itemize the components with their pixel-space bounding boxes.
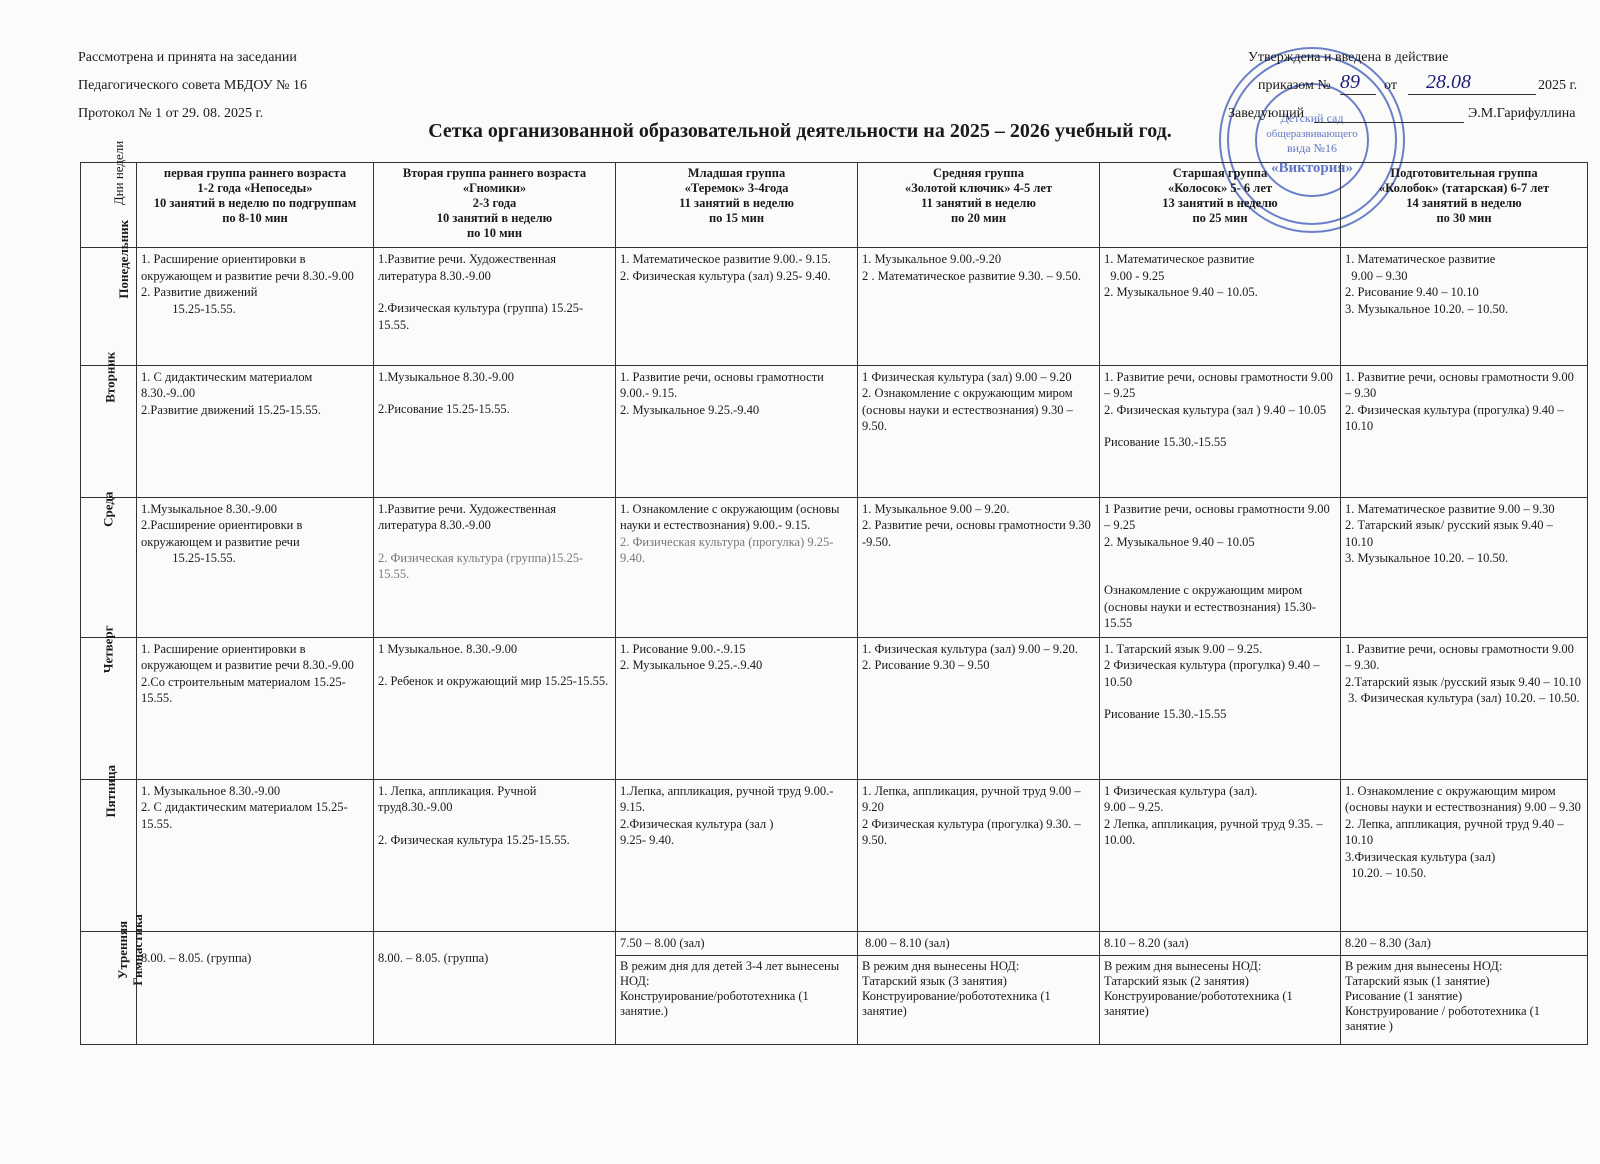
order-from-label: от <box>1384 78 1397 93</box>
activity-line: 1. Ознакомление с окружающим миром (основы науки и естествознания) 9.00 – 9.30 <box>1345 783 1581 815</box>
gymnastics-time-cell <box>374 931 616 1044</box>
schedule-cell <box>374 248 616 366</box>
activity-line: 1. Физическая культура (зал) 9.00 – 9.20. <box>862 641 1078 656</box>
activity-line: 1. Ознакомление с окружающим (основы науки и естествознания) 9.00.- 9.15. <box>620 501 840 533</box>
note-line: В режим дня вынесены НОД: <box>862 958 1020 973</box>
activity-line: 9.00 – 9.30 <box>1345 268 1408 283</box>
approval-line-1: Рассмотрена и принята на заседании <box>78 50 297 65</box>
group-header-line: первая группа раннего возраста <box>163 166 347 180</box>
gymnastics-note-cell <box>1341 955 1588 1044</box>
activity-line <box>378 284 611 300</box>
activity-line: 2. С дидактическим материалом 15.25-15.55. <box>141 800 348 831</box>
schedule-cell <box>1341 497 1588 637</box>
schedule-cell <box>1100 365 1341 497</box>
schedule-cell <box>137 779 374 931</box>
activity-line: 1.Лепка, аппликация, ручной труд 9.00.- 9.15. <box>620 783 834 815</box>
schedule-cell <box>1341 365 1588 497</box>
activity-line: 2. Музыкальное 9.40 – 10.05. <box>1104 285 1258 299</box>
group-header-line: «Теремок» 3-4года <box>684 181 789 195</box>
activity-line: 2. Музыкальное 9.40 – 10.05 <box>1104 534 1255 549</box>
activity-line: 2 Физическая культура (прогулка) 9.30. – 9.50. <box>862 816 1081 848</box>
schedule-cell <box>1341 248 1588 366</box>
activity-line: 2. Рисование 9.40 – 10.10 <box>1345 285 1479 299</box>
activity-line: 3.Физическая культура (зал) <box>1345 849 1496 864</box>
group-header-line: Подготовительная группа <box>1390 166 1538 180</box>
activity-line: 1. Математическое развитие <box>1104 252 1255 266</box>
group-header-5 <box>1100 163 1341 248</box>
gymnastics-time-cell <box>858 931 1100 955</box>
gymnastics-row <box>81 931 1588 955</box>
day-name-cell <box>81 351 137 497</box>
note-line: В режим дня вынесены НОД: <box>1104 958 1262 973</box>
day-row <box>81 248 1588 366</box>
gymnastics-label-cell <box>81 914 145 1044</box>
note-line: В режим дня для детей 3-4 лет вынесены НОД: <box>620 958 840 988</box>
activity-line: 2.Рисование 15.25-15.55. <box>378 402 510 417</box>
schedule-cell <box>374 497 616 637</box>
day-row <box>81 779 1588 931</box>
day-name-cell <box>81 491 137 637</box>
activity-line: 1. Лепка, аппликация. Ручной труд8.30.-9.00 <box>378 783 537 815</box>
day-row <box>81 637 1588 779</box>
group-header-line: 10 занятий в неделю <box>436 211 553 225</box>
activity-line: 2 . Математическое развитие 9.30. – 9.50. <box>862 268 1082 283</box>
group-header-1 <box>137 163 374 248</box>
schedule-cell <box>1100 637 1341 779</box>
gymnastics-note-cell <box>858 955 1100 1044</box>
approval-line-2: Педагогического совета МБДОУ № 16 <box>78 78 307 93</box>
activity-line: 2.Физическая культура (зал ) <box>620 816 774 831</box>
activity-line: 1 Музыкальное. 8.30.-9.00 <box>378 641 518 656</box>
note-line: Конструирование/робототехника (1 занятие) <box>1104 988 1293 1018</box>
gymnastics-time-cell <box>616 931 858 955</box>
group-header-line: Вторая группа раннего возраста «Гномики» <box>402 166 587 195</box>
activity-line: 3. Физическая культура (зал) 10.20. – 10.50. <box>1345 691 1580 706</box>
approval-line-3: Протокол № 1 от 29. 08. 2025 г. <box>78 106 264 121</box>
group-header-line: Старшая группа <box>1172 166 1268 180</box>
svg-text:общеразвивающего: общеразвивающего <box>1266 128 1358 140</box>
activity-line: 1. Музыкальное 9.00.-9.20 <box>862 252 1002 266</box>
group-header-2 <box>374 163 616 248</box>
schedule-cell <box>858 779 1100 931</box>
gymnastics-time: 8.20 – 8.30 (Зал) <box>1345 935 1431 950</box>
activity-line: 10.20. – 10.50. <box>1345 866 1427 881</box>
gymnastics-time: 8.00 – 8.10 (зал) <box>862 935 950 950</box>
order-year: 2025 г. <box>1538 78 1578 93</box>
group-header-line: Средняя группа <box>933 166 1024 180</box>
activity-line <box>1104 690 1336 706</box>
schedule-cell <box>616 779 858 931</box>
activity-line: 2. Развитие движений <box>141 285 258 299</box>
table-header-row <box>81 163 1588 248</box>
activity-line: 1. Математическое развитие 9.00.- 9.15. <box>620 252 831 266</box>
activity-line: 2. Физическая культура (зал ) 9.40 – 10.05 <box>1104 402 1327 417</box>
activity-line: 2.Татарский язык /русский язык 9.40 – 10.10 <box>1345 674 1582 689</box>
activity-line: 2.Развитие движений 15.25-15.55. <box>141 402 321 417</box>
group-header-line: по 8-10 мин <box>222 211 288 225</box>
activity-line: 1.Музыкальное 8.30.-9.00 <box>378 369 515 384</box>
activity-line: 2. Музыкальное 9.25.-9.40 <box>620 402 760 417</box>
day-name: Понедельник <box>116 219 132 299</box>
activity-line <box>1104 566 1336 582</box>
group-header-line: «Золотой ключик» 4-5 лет <box>904 181 1053 195</box>
activity-line: 9.25- 9.40. <box>620 833 675 848</box>
gymnastics-time-cell <box>137 931 374 1044</box>
group-header-line: 1-2 года «Непоседы» <box>197 181 313 195</box>
activity-line: 1. Расширение ориентировки в окружающем и развитие речи 8.30.-9.00 <box>141 641 354 673</box>
approved-text: Утверждена и введена в действие <box>1248 50 1449 65</box>
gymnastics-time: 8.00. – 8.05. (группа) <box>141 950 252 965</box>
activity-line: 3. Музыкальное 10.20. – 10.50. <box>1345 551 1509 566</box>
group-header-line: «Колосок» 5- 6 лет <box>1167 181 1273 195</box>
activity-line <box>1104 550 1336 566</box>
schedule-cell <box>616 248 858 366</box>
schedule-cell <box>137 365 374 497</box>
activity-line <box>378 816 611 832</box>
schedule-cell <box>1341 637 1588 779</box>
activity-line: 9.00 - 9.25 <box>1104 268 1165 283</box>
activity-line: 2. Физическая культура (группа)15.25-15.55. <box>378 550 584 582</box>
gymnastics-time: 8.10 – 8.20 (зал) <box>1104 935 1189 950</box>
activity-line: 2 Лепка, аппликация, ручной труд 9.35. – 10.00. <box>1104 816 1323 848</box>
activity-line: 2. Ребенок и окружающий мир 15.25-15.55. <box>378 674 609 689</box>
activity-line: 15.25-15.55. <box>141 301 236 316</box>
group-header-line: Младшая группа <box>687 166 786 180</box>
schedule-cell <box>858 365 1100 497</box>
day-name: Среда <box>100 491 116 527</box>
activity-line: Рисование 15.30.-15.55 <box>1104 435 1227 450</box>
activity-line: 15.25-15.55. <box>141 551 236 566</box>
head-name: Э.М.Гарифуллина <box>1468 106 1576 121</box>
schedule-cell <box>616 637 858 779</box>
gymnastics-time: 7.50 – 8.00 (зал) <box>620 935 705 950</box>
approved-block <box>1228 44 1593 128</box>
group-header-line: по 15 мин <box>708 211 765 225</box>
group-header-line: по 20 мин <box>950 211 1007 225</box>
corner-label: Дни недели <box>111 140 126 206</box>
activity-line: 1 Физическая культура (зал). <box>1104 783 1258 798</box>
activity-line: 1.Развитие речи. Художественная литература 8.30.-9.00 <box>378 252 557 283</box>
activity-line: 1 Развитие речи, основы грамотности 9.00 – 9.25 <box>1104 501 1330 533</box>
activity-line: 3. Музыкальное 10.20. – 10.50. <box>1345 301 1509 316</box>
day-row <box>81 497 1588 637</box>
activity-line: 1. Развитие речи, основы грамотности 9.00 – 9.30 <box>1345 369 1574 401</box>
group-header-line: 2-3 года <box>472 196 517 210</box>
day-name: Пятница <box>103 764 119 818</box>
activity-line: 1. Лепка, аппликация, ручной труд 9.00 – 9.20 <box>862 783 1081 815</box>
gymnastics-note-cell <box>616 955 858 1044</box>
schedule-cell <box>137 248 374 366</box>
activity-line: 9.00 – 9.25. <box>1104 800 1164 815</box>
schedule-cell <box>374 365 616 497</box>
approved-line-2 <box>1248 72 1593 100</box>
gymnastics-note-cell <box>1100 955 1341 1044</box>
group-header-line: «Колобок» (татарская) 6-7 лет <box>1378 181 1550 195</box>
note-line: Татарский язык (2 занятия) <box>1104 973 1249 988</box>
activity-line: 2. Татарский язык/ русский язык 9.40 – 10.10 <box>1345 518 1553 549</box>
activity-line: 1. С дидактическим материалом 8.30.-9..00 <box>141 369 313 401</box>
page-title: Сетка организованной образовательной деятельности на 2025 – 2026 учебный год. <box>428 120 1172 142</box>
activity-line: 1. Татарский язык 9.00 – 9.25. <box>1104 641 1263 656</box>
group-header-line: 11 занятий в неделю <box>921 196 1036 210</box>
gymnastics-label: Утренняя Гимнастика <box>115 914 145 986</box>
activity-line: 1. Рисование 9.00.-.9.15 <box>620 641 746 656</box>
group-header-line: 13 занятий в неделю <box>1162 196 1278 210</box>
schedule-cell <box>1341 779 1588 931</box>
activity-line: 1. Развитие речи, основы грамотности 9.00.- 9.15. <box>620 369 824 401</box>
order-label: приказом № <box>1258 78 1331 93</box>
group-header-line: по 30 мин <box>1436 211 1492 225</box>
activity-line: 2. Физическая культура (зал) 9.25- 9.40. <box>620 268 831 283</box>
activity-line: Ознакомление с окружающим миром (основы науки и естествознания) 15.30-15.55 <box>1104 583 1316 631</box>
note-line: В режим дня вынесены НОД: <box>1345 958 1503 973</box>
activity-line: 1. Музыкальное 9.00 – 9.20. <box>862 501 1010 516</box>
note-line: Рисование (1 занятие) <box>1345 988 1463 1003</box>
activity-line: 1 Физическая культура (зал) 9.00 – 9.20 <box>862 369 1072 384</box>
gymnastics-time-cell <box>1341 931 1588 955</box>
group-header-line: 11 занятий в неделю <box>679 196 794 210</box>
activity-line: 2. Музыкальное 9.25.-.9.40 <box>620 658 763 673</box>
note-line: Конструирование/робототехника (1 занятие) <box>862 988 1051 1018</box>
day-name-cell <box>81 219 137 366</box>
schedule-cell <box>137 637 374 779</box>
svg-text:Детский сад: Детский сад <box>1280 111 1344 125</box>
activity-line: 2. Физическая культура (прогулка) 9.25- 9.40. <box>620 534 834 566</box>
day-row <box>81 365 1588 497</box>
head-role: Заведующий <box>1228 106 1305 121</box>
note-line: Конструирование / робототехника (1 занятие ) <box>1345 1003 1541 1033</box>
group-header-line: по 25 мин <box>1192 211 1248 225</box>
schedule-cell <box>616 497 858 637</box>
activity-line <box>378 534 611 550</box>
activity-line: 2. Физическая культура 15.25-15.55. <box>378 832 570 847</box>
note-line: Татарский язык (1 занятие) <box>1345 973 1490 988</box>
activity-line: 2.Со строительным материалом 15.25-15.55. <box>141 674 346 706</box>
schedule-cell <box>1100 779 1341 931</box>
svg-text:«Виктория»: «Виктория» <box>1270 160 1354 176</box>
activity-line: 1.Развитие речи. Художественная литература 8.30.-9.00 <box>378 501 557 533</box>
approved-line-1 <box>1248 44 1593 72</box>
activity-line: 2.Физическая культура (группа) 15.25-15.55. <box>378 301 584 332</box>
group-header-line: 14 занятий в неделю <box>1406 196 1522 210</box>
note-line: Татарский язык (3 занятия) <box>862 973 1007 988</box>
day-name-cell <box>81 625 137 779</box>
group-header-4 <box>858 163 1100 248</box>
activity-line: 1. Музыкальное 8.30.-9.00 <box>141 783 281 798</box>
activity-line: 2. Развитие речи, основы грамотности 9.30 -9.50. <box>862 518 1091 549</box>
schedule-cell <box>1100 497 1341 637</box>
activity-line: Рисование 15.30.-15.55 <box>1104 707 1227 722</box>
order-date: 28.08 <box>1426 71 1471 93</box>
activity-line: 1.Музыкальное 8.30.-9.00 <box>141 501 278 516</box>
activity-line: 2. Рисование 9.30 – 9.50 <box>862 658 990 673</box>
activity-line <box>378 657 611 673</box>
activity-line: 1. Математическое развитие 9.00 – 9.30 <box>1345 501 1555 516</box>
schedule-cell <box>616 365 858 497</box>
group-header-3 <box>616 163 858 248</box>
schedule-cell <box>1100 248 1341 366</box>
schedule-cell <box>858 637 1100 779</box>
note-line: Конструирование/робототехника (1 занятие.) <box>620 988 809 1018</box>
activity-line: 1. Развитие речи, основы грамотности 9.00 – 9.30. <box>1345 641 1574 673</box>
day-name: Четверг <box>100 625 116 673</box>
activity-line: 2. Ознакомление с окружающим миром (основы науки и естествознания) 9.30 – 9.50. <box>862 386 1073 434</box>
activity-line: 1. Развитие речи, основы грамотности 9.00 – 9.25 <box>1104 369 1333 401</box>
schedule-cell <box>374 779 616 931</box>
gymnastics-time-cell <box>1100 931 1341 955</box>
gymnastics-time: 8.00. – 8.05. (группа) <box>378 950 489 965</box>
activity-line: 2.Расширение ориентировки в окружающем и развитие речи <box>141 518 303 549</box>
day-name: Вторник <box>102 351 118 403</box>
activity-line: 1. Расширение ориентировки в окружающем и развитие речи 8.30.-9.00 <box>141 252 354 283</box>
activity-line: 2 Физическая культура (прогулка) 9.40 – 10.50 <box>1104 658 1320 689</box>
schedule-cell <box>137 497 374 637</box>
svg-text:вида №16: вида №16 <box>1287 141 1337 155</box>
schedule-cell <box>858 497 1100 637</box>
group-header-6 <box>1341 163 1588 248</box>
schedule-cell <box>374 637 616 779</box>
activity-line: 2. Лепка, аппликация, ручной труд 9.40 – 10.10 <box>1345 816 1564 848</box>
group-header-line: по 10 мин <box>466 226 523 240</box>
group-header-line: 10 занятий в неделю по подгруппам <box>153 196 357 210</box>
activity-line <box>1104 418 1336 434</box>
activity-line: 1. Математическое развитие <box>1345 252 1496 266</box>
activity-line: 2. Физическая культура (прогулка) 9.40 – 10.10 <box>1345 402 1564 434</box>
order-number: 89 <box>1340 71 1360 93</box>
activity-line <box>378 385 611 401</box>
schedule-cell <box>858 248 1100 366</box>
approval-block <box>78 44 307 128</box>
